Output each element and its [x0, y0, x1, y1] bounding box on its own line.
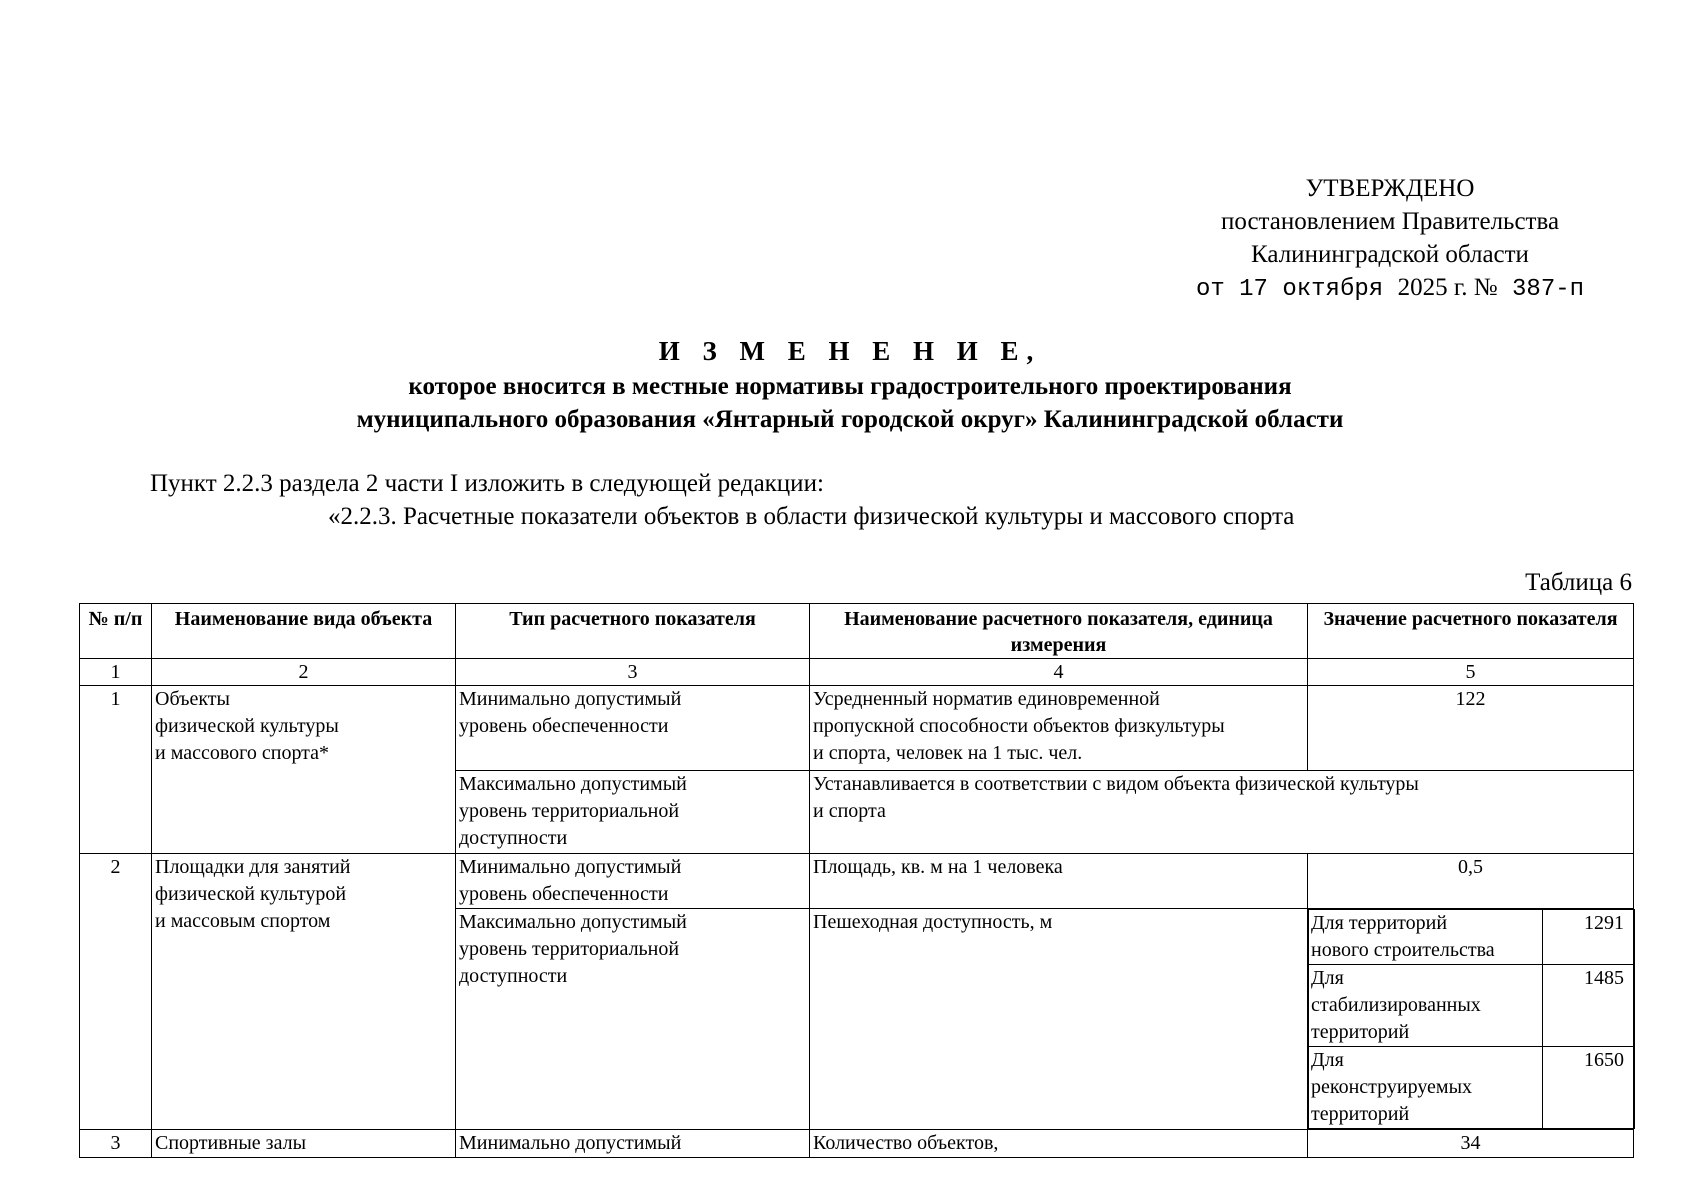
column-number: 3 — [456, 659, 810, 686]
object-name: Спортивные залы — [152, 1130, 456, 1158]
territory-row — [1309, 910, 1635, 965]
table-row — [80, 686, 1634, 771]
table-header-row — [80, 604, 1634, 659]
row-number: 2 — [80, 854, 152, 1130]
approval-date-year: 2025 г. № — [1397, 274, 1498, 301]
indicator-note: Устанавливается в соответствии с видом объекта физической культуры и спорта — [810, 771, 1634, 854]
table-caption: Таблица 6 — [1525, 569, 1632, 596]
table-row — [80, 854, 1634, 909]
indicator-value: 34 — [1308, 1130, 1634, 1158]
object-name: Площадки для занятий физической культурой и массовым спортом — [152, 854, 456, 1130]
body-paragraph: «2.2.3. Расчетные показатели объектов в области физической культуры и массового спорта — [328, 503, 1295, 530]
territory-value: 1650 — [1543, 1047, 1635, 1129]
approval-line: Калининградской области — [1251, 241, 1529, 268]
body-paragraph: Пункт 2.2.3 раздела 2 части I изложить в следующей редакции: — [150, 470, 824, 497]
row-number: 3 — [80, 1130, 152, 1158]
indicator-name: Количество объектов, — [810, 1130, 1308, 1158]
approval-number: 387-п — [1512, 276, 1585, 303]
approval-date-prefix: от 17 октября — [1195, 276, 1384, 303]
territory-row — [1309, 965, 1635, 1047]
document-subtitle: муниципального образования «Янтарный городской округ» Калининградской области — [356, 406, 1344, 433]
table-header: Наименование расчетного показателя, единица измерения — [810, 604, 1308, 659]
column-number-row — [80, 659, 1634, 686]
territory-label: Для стабилизированных территорий — [1309, 965, 1543, 1047]
column-number: 2 — [152, 659, 456, 686]
approval-title: УТВЕРЖДЕНО — [1305, 175, 1475, 202]
territory-value: 1485 — [1543, 965, 1635, 1047]
approval-stamp — [1150, 172, 1630, 306]
indicator-type: Максимально допустимый уровень территориальной доступности — [456, 771, 810, 854]
territory-subtable — [1308, 909, 1635, 1129]
row-number: 1 — [80, 686, 152, 854]
norms-table — [79, 603, 1634, 1158]
table-header: Наименование вида объекта — [152, 604, 456, 659]
table-header: № п/п — [80, 604, 152, 659]
indicator-type: Максимально допустимый уровень территориальной доступности — [456, 909, 810, 1130]
indicator-type: Минимально допустимый — [456, 1130, 810, 1158]
table-header: Тип расчетного показателя — [456, 604, 810, 659]
document-subtitle: которое вносится в местные нормативы градостроительного проектирования — [408, 373, 1292, 400]
indicator-type: Минимально допустимый уровень обеспеченности — [456, 686, 810, 771]
column-number: 5 — [1308, 659, 1634, 686]
territory-row — [1309, 1047, 1635, 1129]
indicator-value: 0,5 — [1308, 854, 1634, 909]
table-row — [80, 1130, 1634, 1158]
indicator-name: Пешеходная доступность, м — [810, 909, 1308, 1130]
territory-label: Для реконструируемых территорий — [1309, 1047, 1543, 1129]
territory-values — [1308, 909, 1634, 1130]
approval-date — [1150, 271, 1630, 306]
indicator-name: Площадь, кв. м на 1 человека — [810, 854, 1308, 909]
column-number: 4 — [810, 659, 1308, 686]
indicator-name: Усредненный норматив единовременной пропускной способности объектов физкультуры и спорта, человек на 1 тыс. чел. — [810, 686, 1308, 771]
column-number: 1 — [80, 659, 152, 686]
object-name: Объекты физической культуры и массового спорта* — [152, 686, 456, 854]
territory-value: 1291 — [1543, 910, 1635, 965]
indicator-value: 122 — [1308, 686, 1634, 771]
territory-label: Для территорий нового строительства — [1309, 910, 1543, 965]
approval-line: постановлением Правительства — [1220, 208, 1560, 235]
indicator-type: Минимально допустимый уровень обеспеченности — [456, 854, 810, 909]
table-header: Значение расчетного показателя — [1308, 604, 1634, 659]
document-title: И З М Е Н Е Н И Е, — [658, 336, 1042, 366]
